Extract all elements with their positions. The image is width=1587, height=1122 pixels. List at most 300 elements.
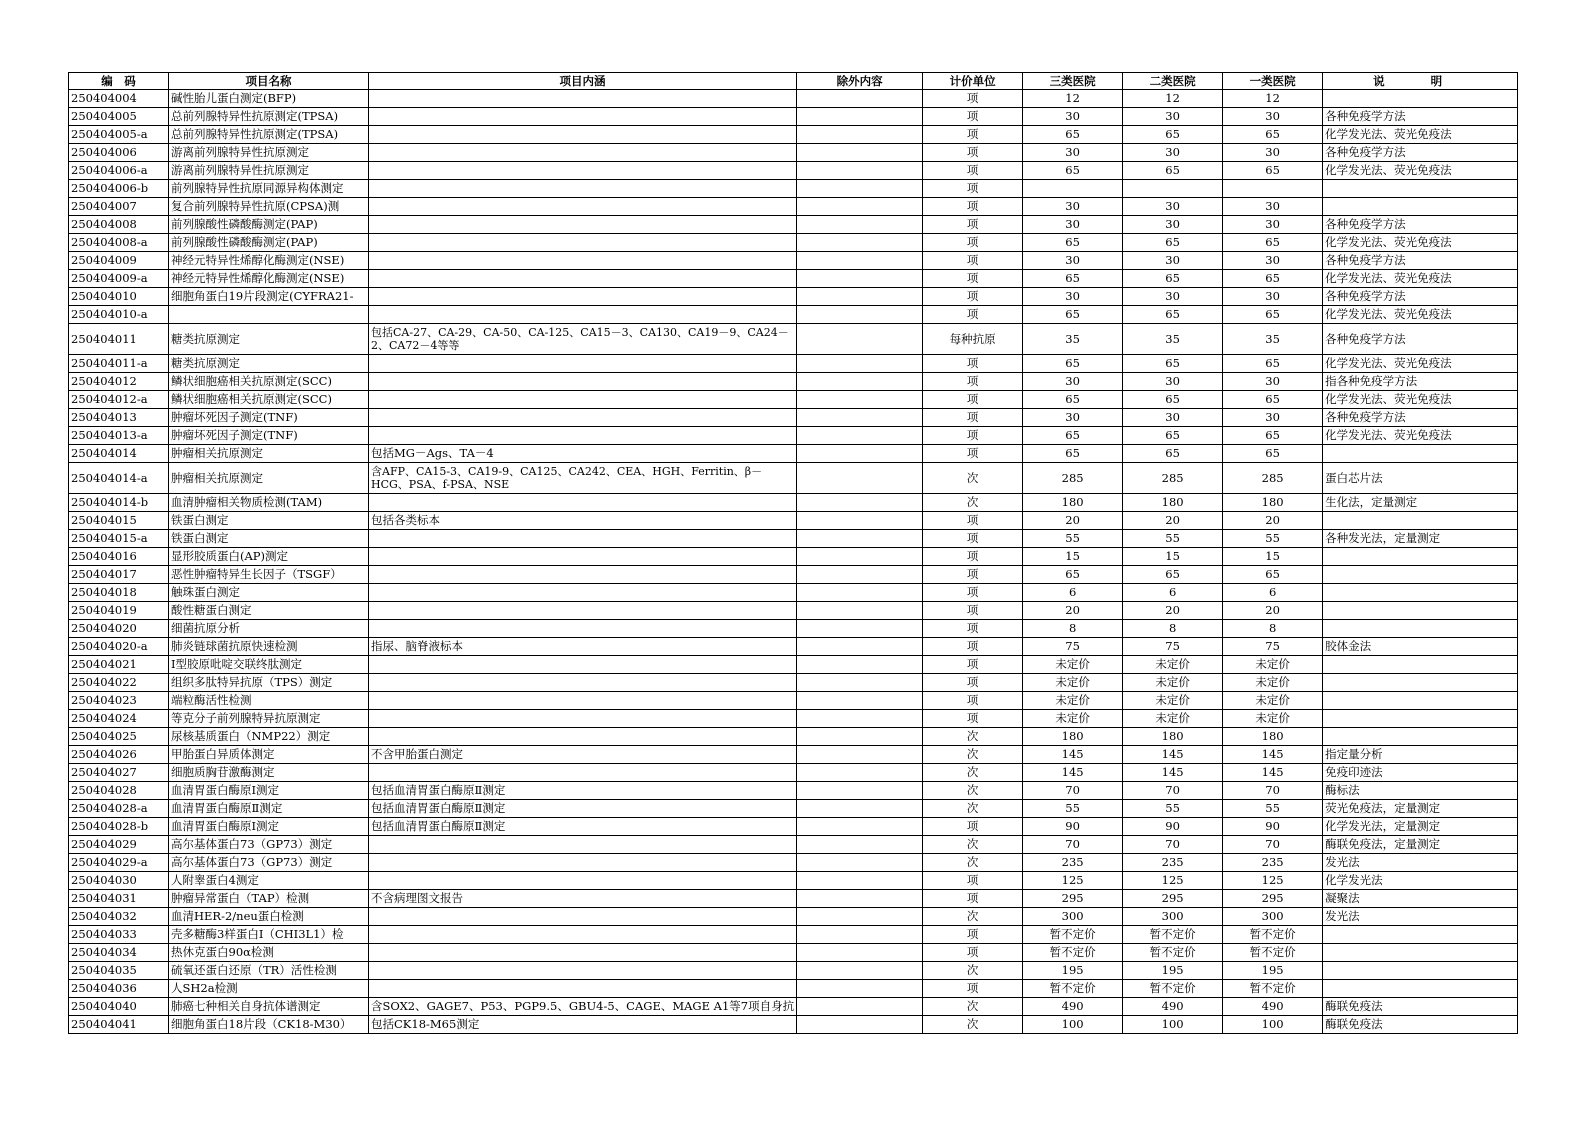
notes-cell: 各种免疫学方法 — [1323, 108, 1518, 126]
pricing-unit-cell: 项 — [923, 180, 1023, 198]
excluded-content-cell — [797, 782, 923, 800]
class1-price-cell: 90 — [1223, 818, 1323, 836]
excluded-content-cell — [797, 674, 923, 692]
class2-price-cell: 295 — [1123, 890, 1223, 908]
pricing-unit-cell: 项 — [923, 90, 1023, 108]
code-cell: 250404014 — [69, 445, 169, 463]
notes-cell: 指各种免疫学方法 — [1323, 373, 1518, 391]
notes-cell: 酶标法 — [1323, 782, 1518, 800]
excluded-content-cell — [797, 512, 923, 530]
header-excluded-content: 除外内容 — [797, 73, 923, 90]
item-name-cell: 硫氧还蛋白还原（TR）活性检测 — [169, 962, 369, 980]
class2-price-cell: 未定价 — [1123, 692, 1223, 710]
class1-price-cell: 75 — [1223, 638, 1323, 656]
class2-price-cell: 12 — [1123, 90, 1223, 108]
class2-price-cell: 235 — [1123, 854, 1223, 872]
code-cell: 250404020 — [69, 620, 169, 638]
notes-cell: 各种免疫学方法 — [1323, 216, 1518, 234]
item-name-cell: 人附睾蛋白4测定 — [169, 872, 369, 890]
item-name-cell: 前列腺特异性抗原同源异构体测定 — [169, 180, 369, 198]
item-name-cell: 铁蛋白测定 — [169, 530, 369, 548]
code-cell: 250404018 — [69, 584, 169, 602]
class2-price-cell: 70 — [1123, 782, 1223, 800]
pricing-unit-cell: 项 — [923, 530, 1023, 548]
notes-cell: 化学发光法、荧光免疫法 — [1323, 162, 1518, 180]
pricing-unit-cell: 项 — [923, 584, 1023, 602]
excluded-content-cell — [797, 180, 923, 198]
class2-price-cell: 20 — [1123, 512, 1223, 530]
pricing-unit-cell: 次 — [923, 764, 1023, 782]
class2-price-cell: 暂不定价 — [1123, 980, 1223, 998]
notes-cell — [1323, 674, 1518, 692]
class3-price-cell: 70 — [1023, 836, 1123, 854]
item-content-cell — [369, 126, 797, 144]
code-cell: 250404028-b — [69, 818, 169, 836]
pricing-unit-cell: 次 — [923, 494, 1023, 512]
table-row — [69, 373, 1518, 391]
pricing-unit-cell: 次 — [923, 908, 1023, 926]
class3-price-cell: 100 — [1023, 1016, 1123, 1034]
class2-price-cell: 65 — [1123, 355, 1223, 373]
code-cell: 250404040 — [69, 998, 169, 1016]
class3-price-cell: 6 — [1023, 584, 1123, 602]
class2-price-cell: 65 — [1123, 234, 1223, 252]
class1-price-cell: 65 — [1223, 306, 1323, 324]
item-content-cell: 包括血清胃蛋白酶原Ⅱ测定 — [369, 818, 797, 836]
excluded-content-cell — [797, 908, 923, 926]
class3-price-cell: 暂不定价 — [1023, 926, 1123, 944]
item-name-cell: 壳多糖酶3样蛋白Ⅰ（CHI3L1）检 — [169, 926, 369, 944]
pricing-unit-cell: 项 — [923, 710, 1023, 728]
table-row — [69, 692, 1518, 710]
class1-price-cell: 70 — [1223, 836, 1323, 854]
notes-cell — [1323, 710, 1518, 728]
class2-price-cell: 30 — [1123, 108, 1223, 126]
class2-price-cell: 180 — [1123, 728, 1223, 746]
code-cell: 250404036 — [69, 980, 169, 998]
excluded-content-cell — [797, 270, 923, 288]
table-row — [69, 216, 1518, 234]
item-content-cell — [369, 409, 797, 427]
class1-price-cell: 180 — [1223, 494, 1323, 512]
code-cell: 250404016 — [69, 548, 169, 566]
class3-price-cell: 180 — [1023, 728, 1123, 746]
class3-price-cell: 65 — [1023, 306, 1123, 324]
excluded-content-cell — [797, 656, 923, 674]
code-cell: 250404011-a — [69, 355, 169, 373]
class1-price-cell: 30 — [1223, 144, 1323, 162]
table-row — [69, 409, 1518, 427]
table-row — [69, 324, 1518, 355]
class1-price-cell — [1223, 180, 1323, 198]
item-name-cell: 热休克蛋白90α检测 — [169, 944, 369, 962]
item-content-cell — [369, 764, 797, 782]
pricing-unit-cell: 项 — [923, 198, 1023, 216]
pricing-unit-cell: 项 — [923, 602, 1023, 620]
pricing-unit-cell: 项 — [923, 252, 1023, 270]
item-name-cell: 肿瘤坏死因子测定(TNF) — [169, 427, 369, 445]
code-cell: 250404023 — [69, 692, 169, 710]
class2-price-cell: 6 — [1123, 584, 1223, 602]
class2-price-cell: 30 — [1123, 198, 1223, 216]
code-cell: 250404007 — [69, 198, 169, 216]
item-content-cell — [369, 234, 797, 252]
notes-cell: 各种免疫学方法 — [1323, 288, 1518, 306]
item-name-cell: 端粒酶活性检测 — [169, 692, 369, 710]
class1-price-cell: 125 — [1223, 872, 1323, 890]
class2-price-cell: 65 — [1123, 445, 1223, 463]
code-cell: 250404029 — [69, 836, 169, 854]
class1-price-cell: 55 — [1223, 800, 1323, 818]
header-class2-hospital: 二类医院 — [1123, 73, 1223, 90]
item-content-cell — [369, 836, 797, 854]
excluded-content-cell — [797, 962, 923, 980]
pricing-unit-cell: 项 — [923, 980, 1023, 998]
excluded-content-cell — [797, 818, 923, 836]
class3-price-cell: 90 — [1023, 818, 1123, 836]
item-content-cell — [369, 908, 797, 926]
table-row — [69, 818, 1518, 836]
code-cell: 250404028 — [69, 782, 169, 800]
header-class3-hospital: 三类医院 — [1023, 73, 1123, 90]
excluded-content-cell — [797, 710, 923, 728]
class3-price-cell: 285 — [1023, 463, 1123, 494]
pricing-unit-cell: 项 — [923, 445, 1023, 463]
table-row — [69, 234, 1518, 252]
pricing-unit-cell: 项 — [923, 548, 1023, 566]
header-pricing-unit: 计价单位 — [923, 73, 1023, 90]
table-row — [69, 872, 1518, 890]
excluded-content-cell — [797, 836, 923, 854]
class2-price-cell: 30 — [1123, 288, 1223, 306]
item-content-cell — [369, 162, 797, 180]
item-content-cell — [369, 270, 797, 288]
item-content-cell: 包括MG－Ags、TA－4 — [369, 445, 797, 463]
item-name-cell: 甲胎蛋白异质体测定 — [169, 746, 369, 764]
item-content-cell: 包括CK18-M65测定 — [369, 1016, 797, 1034]
excluded-content-cell — [797, 566, 923, 584]
item-content-cell — [369, 306, 797, 324]
excluded-content-cell — [797, 602, 923, 620]
excluded-content-cell — [797, 198, 923, 216]
item-name-cell: 血清胃蛋白酶原Ⅱ测定 — [169, 800, 369, 818]
item-name-cell: 铁蛋白测定 — [169, 512, 369, 530]
code-cell: 250404006-a — [69, 162, 169, 180]
item-content-cell — [369, 854, 797, 872]
notes-cell: 酶联免疫法 — [1323, 998, 1518, 1016]
table-row — [69, 944, 1518, 962]
class2-price-cell: 65 — [1123, 427, 1223, 445]
class3-price-cell: 15 — [1023, 548, 1123, 566]
table-row — [69, 926, 1518, 944]
table-row — [69, 800, 1518, 818]
table-row — [69, 584, 1518, 602]
item-content-cell — [369, 548, 797, 566]
item-content-cell — [369, 620, 797, 638]
excluded-content-cell — [797, 216, 923, 234]
class3-price-cell: 65 — [1023, 162, 1123, 180]
item-name-cell: 鳞状细胞癌相关抗原测定(SCC) — [169, 391, 369, 409]
item-content-cell — [369, 494, 797, 512]
class2-price-cell: 8 — [1123, 620, 1223, 638]
item-content-cell — [369, 355, 797, 373]
item-name-cell: 尿核基质蛋白（NMP22）测定 — [169, 728, 369, 746]
item-content-cell: 不含甲胎蛋白测定 — [369, 746, 797, 764]
pricing-unit-cell: 项 — [923, 288, 1023, 306]
excluded-content-cell — [797, 764, 923, 782]
class3-price-cell: 55 — [1023, 530, 1123, 548]
item-name-cell: 肿瘤异常蛋白（TAP）检测 — [169, 890, 369, 908]
excluded-content-cell — [797, 890, 923, 908]
excluded-content-cell — [797, 288, 923, 306]
pricing-unit-cell: 次 — [923, 854, 1023, 872]
class2-price-cell: 55 — [1123, 800, 1223, 818]
code-cell: 250404013-a — [69, 427, 169, 445]
class1-price-cell: 70 — [1223, 782, 1323, 800]
notes-cell: 凝聚法 — [1323, 890, 1518, 908]
class3-price-cell: 145 — [1023, 746, 1123, 764]
class3-price-cell: 235 — [1023, 854, 1123, 872]
item-name-cell: 鳞状细胞癌相关抗原测定(SCC) — [169, 373, 369, 391]
item-content-cell — [369, 198, 797, 216]
class2-price-cell: 195 — [1123, 962, 1223, 980]
class1-price-cell: 55 — [1223, 530, 1323, 548]
notes-cell — [1323, 548, 1518, 566]
notes-cell — [1323, 584, 1518, 602]
code-cell: 250404015 — [69, 512, 169, 530]
item-name-cell: 前列腺酸性磷酸酶测定(PAP) — [169, 216, 369, 234]
class3-price-cell: 195 — [1023, 962, 1123, 980]
excluded-content-cell — [797, 324, 923, 355]
class1-price-cell: 30 — [1223, 252, 1323, 270]
pricing-unit-cell: 项 — [923, 872, 1023, 890]
notes-cell: 各种发光法，定量测定 — [1323, 530, 1518, 548]
notes-cell: 发光法 — [1323, 908, 1518, 926]
class3-price-cell: 180 — [1023, 494, 1123, 512]
class2-price-cell: 65 — [1123, 391, 1223, 409]
class3-price-cell: 30 — [1023, 198, 1123, 216]
class3-price-cell: 65 — [1023, 427, 1123, 445]
item-content-cell — [369, 944, 797, 962]
code-cell: 250404041 — [69, 1016, 169, 1034]
code-cell: 250404005 — [69, 108, 169, 126]
item-content-cell — [369, 252, 797, 270]
code-cell: 250404014-a — [69, 463, 169, 494]
table-row — [69, 746, 1518, 764]
header-class1-hospital: 一类医院 — [1223, 73, 1323, 90]
pricing-unit-cell: 项 — [923, 638, 1023, 656]
code-cell: 250404033 — [69, 926, 169, 944]
class3-price-cell: 30 — [1023, 144, 1123, 162]
excluded-content-cell — [797, 252, 923, 270]
pricing-unit-cell: 次 — [923, 746, 1023, 764]
table-row — [69, 355, 1518, 373]
table-row — [69, 530, 1518, 548]
item-name-cell: 游离前列腺特异性抗原测定 — [169, 162, 369, 180]
excluded-content-cell — [797, 998, 923, 1016]
notes-cell: 化学发光法，定量测定 — [1323, 818, 1518, 836]
code-cell: 250404014-b — [69, 494, 169, 512]
table-row — [69, 90, 1518, 108]
pricing-unit-cell: 项 — [923, 818, 1023, 836]
code-cell: 250404013 — [69, 409, 169, 427]
table-body — [69, 90, 1518, 1034]
excluded-content-cell — [797, 126, 923, 144]
class2-price-cell: 35 — [1123, 324, 1223, 355]
class2-price-cell: 30 — [1123, 216, 1223, 234]
item-name-cell: 肿瘤坏死因子测定(TNF) — [169, 409, 369, 427]
class3-price-cell: 65 — [1023, 270, 1123, 288]
class1-price-cell: 8 — [1223, 620, 1323, 638]
item-name-cell: 恶性肿瘤特异生长因子（TSGF） — [169, 566, 369, 584]
notes-cell — [1323, 980, 1518, 998]
table-row — [69, 144, 1518, 162]
class3-price-cell: 75 — [1023, 638, 1123, 656]
item-name-cell: 血清肿瘤相关物质检测(TAM) — [169, 494, 369, 512]
excluded-content-cell — [797, 108, 923, 126]
excluded-content-cell — [797, 1016, 923, 1034]
item-name-cell: 神经元特异性烯醇化酶测定(NSE) — [169, 252, 369, 270]
item-content-cell — [369, 391, 797, 409]
class1-price-cell: 180 — [1223, 728, 1323, 746]
item-name-cell — [169, 306, 369, 324]
excluded-content-cell — [797, 391, 923, 409]
item-content-cell — [369, 980, 797, 998]
item-content-cell — [369, 180, 797, 198]
header-notes: 说 明 — [1323, 73, 1518, 90]
notes-cell: 各种免疫学方法 — [1323, 252, 1518, 270]
pricing-unit-cell: 项 — [923, 144, 1023, 162]
item-name-cell: 碱性胎儿蛋白测定(BFP) — [169, 90, 369, 108]
class1-price-cell: 65 — [1223, 270, 1323, 288]
code-cell: 250404022 — [69, 674, 169, 692]
table-row — [69, 782, 1518, 800]
class1-price-cell: 暂不定价 — [1223, 926, 1323, 944]
table-row — [69, 198, 1518, 216]
excluded-content-cell — [797, 355, 923, 373]
class3-price-cell: 65 — [1023, 234, 1123, 252]
table-row — [69, 674, 1518, 692]
class2-price-cell: 15 — [1123, 548, 1223, 566]
excluded-content-cell — [797, 144, 923, 162]
code-cell: 250404027 — [69, 764, 169, 782]
class1-price-cell: 未定价 — [1223, 710, 1323, 728]
item-content-cell: 包括血清胃蛋白酶原Ⅱ测定 — [369, 800, 797, 818]
excluded-content-cell — [797, 306, 923, 324]
item-content-cell — [369, 656, 797, 674]
class3-price-cell: 未定价 — [1023, 710, 1123, 728]
table-row — [69, 391, 1518, 409]
notes-cell — [1323, 180, 1518, 198]
class3-price-cell: 490 — [1023, 998, 1123, 1016]
class2-price-cell: 55 — [1123, 530, 1223, 548]
item-content-cell — [369, 962, 797, 980]
class1-price-cell: 145 — [1223, 764, 1323, 782]
table-row — [69, 836, 1518, 854]
item-name-cell: 显形胶质蛋白(AP)测定 — [169, 548, 369, 566]
table-row — [69, 445, 1518, 463]
pricing-unit-cell: 项 — [923, 512, 1023, 530]
class1-price-cell: 295 — [1223, 890, 1323, 908]
notes-cell: 发光法 — [1323, 854, 1518, 872]
notes-cell — [1323, 445, 1518, 463]
notes-cell — [1323, 90, 1518, 108]
table-row — [69, 854, 1518, 872]
item-name-cell: 糖类抗原测定 — [169, 324, 369, 355]
excluded-content-cell — [797, 445, 923, 463]
item-name-cell: I型胶原吡啶交联终肽测定 — [169, 656, 369, 674]
item-content-cell — [369, 602, 797, 620]
class1-price-cell: 30 — [1223, 288, 1323, 306]
table-row — [69, 1016, 1518, 1034]
class1-price-cell: 285 — [1223, 463, 1323, 494]
class2-price-cell: 20 — [1123, 602, 1223, 620]
table-row — [69, 126, 1518, 144]
table-row — [69, 252, 1518, 270]
class3-price-cell: 65 — [1023, 126, 1123, 144]
table-row — [69, 656, 1518, 674]
notes-cell: 各种免疫学方法 — [1323, 144, 1518, 162]
table-row — [69, 710, 1518, 728]
table-row — [69, 162, 1518, 180]
table-row — [69, 980, 1518, 998]
class3-price-cell: 55 — [1023, 800, 1123, 818]
class3-price-cell: 8 — [1023, 620, 1123, 638]
class1-price-cell: 65 — [1223, 391, 1323, 409]
table-row — [69, 427, 1518, 445]
class3-price-cell: 70 — [1023, 782, 1123, 800]
class2-price-cell: 65 — [1123, 566, 1223, 584]
item-content-cell — [369, 288, 797, 306]
class2-price-cell: 145 — [1123, 746, 1223, 764]
item-content-cell: 不含病理图文报告 — [369, 890, 797, 908]
class1-price-cell: 65 — [1223, 162, 1323, 180]
pricing-unit-cell: 项 — [923, 674, 1023, 692]
code-cell: 250404005-a — [69, 126, 169, 144]
class2-price-cell: 未定价 — [1123, 674, 1223, 692]
item-name-cell: 酸性糖蛋白测定 — [169, 602, 369, 620]
code-cell: 250404004 — [69, 90, 169, 108]
class1-price-cell: 30 — [1223, 216, 1323, 234]
code-cell: 250404009 — [69, 252, 169, 270]
class1-price-cell: 15 — [1223, 548, 1323, 566]
class1-price-cell: 30 — [1223, 409, 1323, 427]
excluded-content-cell — [797, 620, 923, 638]
class1-price-cell: 235 — [1223, 854, 1323, 872]
excluded-content-cell — [797, 692, 923, 710]
class2-price-cell: 65 — [1123, 162, 1223, 180]
header-item-name: 项目名称 — [169, 73, 369, 90]
class3-price-cell — [1023, 180, 1123, 198]
pricing-unit-cell: 项 — [923, 216, 1023, 234]
class3-price-cell: 20 — [1023, 512, 1123, 530]
class1-price-cell: 300 — [1223, 908, 1323, 926]
notes-cell — [1323, 962, 1518, 980]
table-row — [69, 288, 1518, 306]
item-name-cell: 细菌抗原分析 — [169, 620, 369, 638]
pricing-unit-cell: 项 — [923, 926, 1023, 944]
class2-price-cell: 90 — [1123, 818, 1223, 836]
excluded-content-cell — [797, 548, 923, 566]
class1-price-cell: 195 — [1223, 962, 1323, 980]
pricing-unit-cell: 次 — [923, 782, 1023, 800]
class2-price-cell: 未定价 — [1123, 710, 1223, 728]
item-content-cell — [369, 373, 797, 391]
pricing-unit-cell: 项 — [923, 409, 1023, 427]
pricing-unit-cell: 次 — [923, 1016, 1023, 1034]
notes-cell — [1323, 602, 1518, 620]
item-content-cell — [369, 90, 797, 108]
